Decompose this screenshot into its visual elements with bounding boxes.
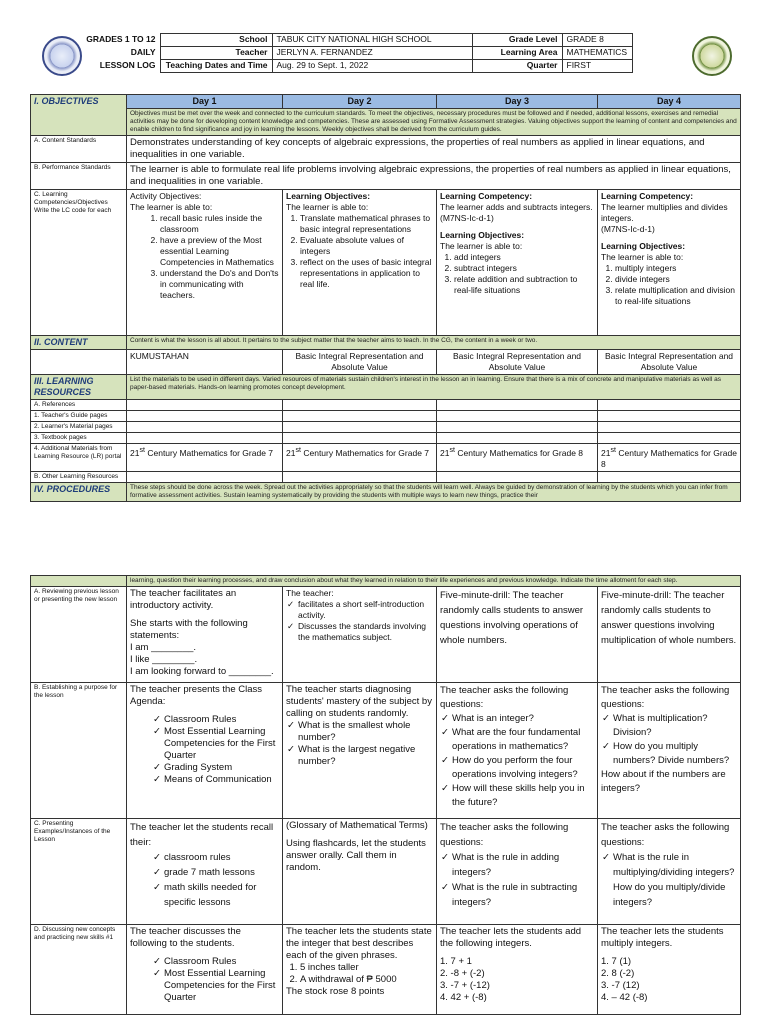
day2-objective: 2. Evaluate absolute values of integers bbox=[300, 235, 433, 257]
day2-purpose bbox=[283, 683, 437, 819]
day4-comp-head: Learning Competency: bbox=[601, 191, 694, 201]
day4-reviewing: Five-minute-drill: The teacher randomly calls students to answer questions involving multiplication of whole numbers. bbox=[598, 587, 741, 683]
day2-material: 21st Century Mathematics for Grade 7 bbox=[283, 444, 437, 472]
grade-label: Grade Level bbox=[472, 34, 562, 47]
check-item: ✓ Most Essential Learning Competencies for the First Quarter bbox=[164, 726, 279, 762]
text-line: The teacher lets the students add the following integers. bbox=[440, 926, 582, 949]
day1-purpose bbox=[127, 683, 283, 819]
check-item: ✓ Classroom Rules bbox=[164, 714, 279, 726]
day4-objective: 2. divide integers bbox=[615, 274, 737, 285]
content-note: Content is what the lesson is all about. It pertains to the subject matter that the teacher aims to teach. In the CG, the content in a week or two. bbox=[127, 336, 741, 350]
day2-objective: 3. reflect on the uses of basic integral representations in application to real life. bbox=[300, 257, 433, 290]
day1-competencies bbox=[127, 190, 283, 336]
objectives-note: Objectives must be met over the week and connected to the curriculum standards. To meet the objectives, necessary procedures must be followed and if needed, additional lessons, exercises and remedial activities may be done for developing content knowledge and competencies. These are assessed using Formative Assessment strategies. Valuing objectives support the learning of content and competencies and enable children to find significance and joy in learning the lessons. Weekly objectives shall be derived from the curriculum guides. bbox=[127, 109, 741, 136]
text-line: How about if the numbers are integers? bbox=[601, 769, 726, 794]
textbook-label: 3. Textbook pages bbox=[31, 433, 127, 444]
reviewing-label: A. Reviewing previous lesson or presenting the new lesson bbox=[31, 587, 127, 683]
day4-content: Basic Integral Representation and Absolute Value bbox=[598, 350, 741, 375]
list-item: 2. A withdrawal of ₱ 5000 bbox=[300, 974, 433, 986]
day1-objective: 1. recall basic rules inside the classroom bbox=[160, 213, 279, 235]
text-line: The teacher asks the following questions: bbox=[440, 822, 569, 848]
text-line: The teacher lets the students state the integer that best describes each of the given phrases. bbox=[286, 926, 432, 961]
day4-obj-sub: The learner is able to: bbox=[601, 252, 684, 262]
day3-content: Basic Integral Representation and Absolute Value bbox=[437, 350, 598, 375]
day4-header: Day 4 bbox=[598, 95, 741, 109]
day3-objective: 3. relate addition and subtraction to real-life situations bbox=[454, 274, 594, 296]
day4-competencies bbox=[598, 190, 741, 336]
check-item: ✓ Classroom Rules bbox=[164, 956, 279, 968]
resources-note: List the materials to be used in different days. Varied resources of materials sustain children's interest in the lesson an in learning. Ensure that there is a mix of concrete and manipulative materials as well as paper-based materials. Hands-on learning promotes concept development. bbox=[127, 375, 741, 400]
text-line: The teacher presents the Class Agenda: bbox=[130, 684, 263, 707]
list-item: 3. -7 + (-12) bbox=[440, 980, 490, 991]
day1-content: KUMUSTAHAN bbox=[127, 350, 283, 375]
day4-objective: 3. relate multiplication and division to real-life situations bbox=[615, 285, 737, 307]
day2-objective: 1. Translate mathematical phrases to basic integral representations bbox=[300, 213, 433, 235]
procedures-title: IV. PROCEDURES bbox=[31, 482, 127, 501]
day2-comp-head: Learning Objectives: bbox=[286, 191, 371, 201]
check-item: ✓ What is the rule in multiplying/dividing integers? How do you multiply/divide integers? bbox=[613, 850, 737, 910]
day2-presenting bbox=[283, 819, 437, 925]
performance-standards-text: The learner is able to formulate real life problems involving algebraic expressions, the properties of real numbers as applied in linear equations, and inequalities in one variable. bbox=[127, 163, 741, 190]
day4-material: 21st Century Mathematics for Grade 8 bbox=[598, 444, 741, 472]
check-item: ✓ How do you perform the four operations involving integers? bbox=[452, 754, 594, 782]
day4-comp-text: The learner multiplies and divides integers. bbox=[601, 202, 728, 223]
teacher-value: JERLYN A. FERNANDEZ bbox=[272, 47, 472, 60]
list-item: 1. 5 inches taller bbox=[300, 962, 433, 974]
day3-competencies bbox=[437, 190, 598, 336]
day1-discussing bbox=[127, 925, 283, 1015]
title-line2: DAILY bbox=[130, 46, 156, 57]
performance-standards-label: B. Performance Standards bbox=[31, 163, 127, 190]
check-item: ✓ Means of Communication bbox=[164, 774, 279, 786]
day3-objective: 1. add integers bbox=[454, 252, 594, 263]
text-line: The teacher discusses the following to the students. bbox=[130, 926, 241, 949]
text-line: (Glossary of Mathematical Terms) bbox=[286, 820, 428, 831]
list-item: 1. 7 + 1 bbox=[440, 956, 472, 967]
presenting-label: C. Presenting Examples/Instances of the Lesson bbox=[31, 819, 127, 925]
objectives-table bbox=[30, 94, 741, 502]
quarter-label: Quarter bbox=[472, 60, 562, 73]
teacher-label: Teacher bbox=[160, 47, 272, 60]
check-item: ✓ What is the smallest whole number? bbox=[298, 720, 433, 744]
day1-presenting bbox=[127, 819, 283, 925]
day3-discussing bbox=[437, 925, 598, 1015]
list-item: 1. 7 (1) bbox=[601, 956, 632, 967]
text-line: The teacher asks the following questions: bbox=[440, 685, 569, 710]
check-item: ✓ How do you multiply numbers? Divide numbers? bbox=[613, 740, 737, 768]
day3-comp-code: (M7NS-Ic-d-1) bbox=[440, 213, 494, 223]
day1-header: Day 1 bbox=[127, 95, 283, 109]
check-item: ✓ What is multiplication? Division? bbox=[613, 712, 737, 740]
day1-objective: 3. understand the Do's and Don'ts in communicating with teachers. bbox=[160, 268, 279, 301]
check-item: ✓ What is the rule in adding integers? bbox=[452, 850, 594, 880]
day2-competencies bbox=[283, 190, 437, 336]
list-item: 2. 8 (-2) bbox=[601, 968, 635, 979]
text-line: I like ________. bbox=[130, 654, 198, 665]
grade-value: GRADE 8 bbox=[562, 34, 632, 47]
teachers-guide-label: 1. Teacher's Guide pages bbox=[31, 411, 127, 422]
day2-reviewing bbox=[283, 587, 437, 683]
check-item: ✓ What are the four fundamental operations in mathematics? bbox=[452, 726, 594, 754]
day1-objective: 2. have a preview of the Most essential Learning Competencies in Mathematics bbox=[160, 235, 279, 268]
school-value: TABUK CITY NATIONAL HIGH SCHOOL bbox=[272, 34, 472, 47]
content-standards-label: A. Content Standards bbox=[31, 136, 127, 163]
additional-materials-label: 4. Additional Materials from Learning Resource (LR) portal bbox=[31, 444, 127, 472]
day3-purpose bbox=[437, 683, 598, 819]
text-line: The teacher asks the following questions: bbox=[601, 685, 730, 710]
list-item: 2. -8 + (-2) bbox=[440, 968, 485, 979]
school-label: School bbox=[160, 34, 272, 47]
day4-comp-code: (M7NS-Ic-d-1) bbox=[601, 224, 655, 234]
day3-obj-head: Learning Objectives: bbox=[440, 230, 525, 240]
text-line: She starts with the following statements: bbox=[130, 618, 248, 641]
check-item: ✓ What is an integer? bbox=[452, 712, 594, 726]
procedures-note-cont: learning, question their learning processes, and draw conclusion about what they learned in relation to their life experiences and previous knowledge. Indicate the time allotment for each step. bbox=[127, 576, 741, 587]
text-line: I am looking forward to ________. bbox=[130, 666, 274, 677]
text-line: I am ________. bbox=[130, 642, 197, 653]
content-title: II. CONTENT bbox=[31, 336, 127, 350]
day4-discussing bbox=[598, 925, 741, 1015]
procedures-note: These steps should be done across the week. Spread out the activities appropriately so that the students will learn well. Always be guided by demonstration of learning by the students which you can infer from formative assessment activities. Sustain learning systematically by providing the students with multiple ways to learn new things, practice their bbox=[127, 482, 741, 501]
references-label: A. References bbox=[31, 400, 127, 411]
day3-objective: 2. subtract integers bbox=[454, 263, 594, 274]
day2-comp-sub: The learner is able to: bbox=[286, 202, 369, 212]
objectives-title: I. OBJECTIVES bbox=[31, 95, 127, 136]
area-label: Learning Area bbox=[472, 47, 562, 60]
check-item: ✓ Discusses the standards involving the mathematics subject. bbox=[298, 621, 433, 643]
other-resources-label: B. Other Learning Resources bbox=[31, 471, 127, 482]
text-line: The teacher facilitates an introductory activity. bbox=[130, 588, 237, 611]
day2-content: Basic Integral Representation and Absolute Value bbox=[283, 350, 437, 375]
day3-material: 21st Century Mathematics for Grade 8 bbox=[437, 444, 598, 472]
day4-objective: 1. multiply integers bbox=[615, 263, 737, 274]
text-line: The teacher: bbox=[286, 588, 334, 598]
list-item: 4. 42 + (-8) bbox=[440, 992, 487, 1003]
day2-header: Day 2 bbox=[283, 95, 437, 109]
day1-reviewing bbox=[127, 587, 283, 683]
day1-comp-sub: The learner is able to: bbox=[130, 202, 213, 212]
text-line: The teacher asks the following questions: bbox=[601, 822, 730, 848]
day3-obj-sub: The learner is able to: bbox=[440, 241, 523, 251]
day3-reviewing: Five-minute-drill: The teacher randomly calls students to answer questions involving operations of whole numbers. bbox=[437, 587, 598, 683]
text-line: The teacher starts diagnosing students' mastery of the subject by calling on students randomly. bbox=[286, 684, 432, 719]
text-line: The teacher lets the students multiply integers. bbox=[601, 926, 724, 949]
day3-comp-text: The learner adds and subtracts integers. bbox=[440, 202, 593, 212]
purpose-label: B. Establishing a purpose for the lesson bbox=[31, 683, 127, 819]
list-item: 4. – 42 (-8) bbox=[601, 992, 648, 1003]
area-value: MATHEMATICS bbox=[562, 47, 632, 60]
check-item: ✓ grade 7 math lessons bbox=[164, 865, 279, 880]
discussing-label: D. Discussing new concepts and practicing new skills #1 bbox=[31, 925, 127, 1015]
day1-material: 21st Century Mathematics for Grade 7 bbox=[127, 444, 283, 472]
title-line3: LESSON LOG bbox=[99, 59, 156, 70]
learners-material-label: 2. Learner's Material pages bbox=[31, 422, 127, 433]
day2-discussing bbox=[283, 925, 437, 1015]
resources-title: III. LEARNING RESOURCES bbox=[31, 375, 127, 400]
check-item: ✓ How will these skills help you in the future? bbox=[452, 782, 594, 810]
procedures-table bbox=[30, 575, 741, 1015]
day4-presenting bbox=[598, 819, 741, 925]
content-standards-text: Demonstrates understanding of key concepts of algebraic expressions, the properties of real numbers as applied in linear equations, and inequalities in one variable. bbox=[127, 136, 741, 163]
text-line: The teacher let the students recall their: bbox=[130, 822, 274, 848]
check-item: ✓ Most Essential Learning Competencies for the First Quarter bbox=[164, 968, 279, 1004]
dates-value: Aug. 29 to Sept. 1, 2022 bbox=[272, 60, 472, 73]
check-item: ✓ facilitates a short self-introduction activity. bbox=[298, 599, 433, 621]
check-item: ✓ math skills needed for specific lessons bbox=[164, 880, 279, 910]
quarter-value: FIRST bbox=[562, 60, 632, 73]
day4-purpose bbox=[598, 683, 741, 819]
day1-comp-head: Activity Objectives: bbox=[130, 191, 202, 201]
day3-presenting bbox=[437, 819, 598, 925]
check-item: ✓ What is the largest negative number? bbox=[298, 744, 433, 768]
competencies-label: C. Learning Competencies/Objectives Write the LC code for each bbox=[31, 190, 127, 336]
dates-label: Teaching Dates and Time bbox=[160, 60, 272, 73]
text-line: Using flashcards, let the students answer orally. Call them in random. bbox=[286, 838, 426, 873]
check-item: ✓ classroom rules bbox=[164, 850, 279, 865]
check-item: ✓ What is the rule in subtracting integers? bbox=[452, 880, 594, 910]
list-item: 3. -7 (12) bbox=[601, 980, 640, 991]
objectives-header-row bbox=[31, 95, 741, 109]
text-line: The stock rose 8 points bbox=[286, 986, 385, 997]
header-table bbox=[30, 33, 740, 73]
day3-comp-head: Learning Competency: bbox=[440, 191, 533, 201]
day4-obj-head: Learning Objectives: bbox=[601, 241, 686, 251]
day3-header: Day 3 bbox=[437, 95, 598, 109]
title-line1: GRADES 1 TO 12 bbox=[86, 33, 156, 44]
check-item: ✓ Grading System bbox=[164, 762, 279, 774]
